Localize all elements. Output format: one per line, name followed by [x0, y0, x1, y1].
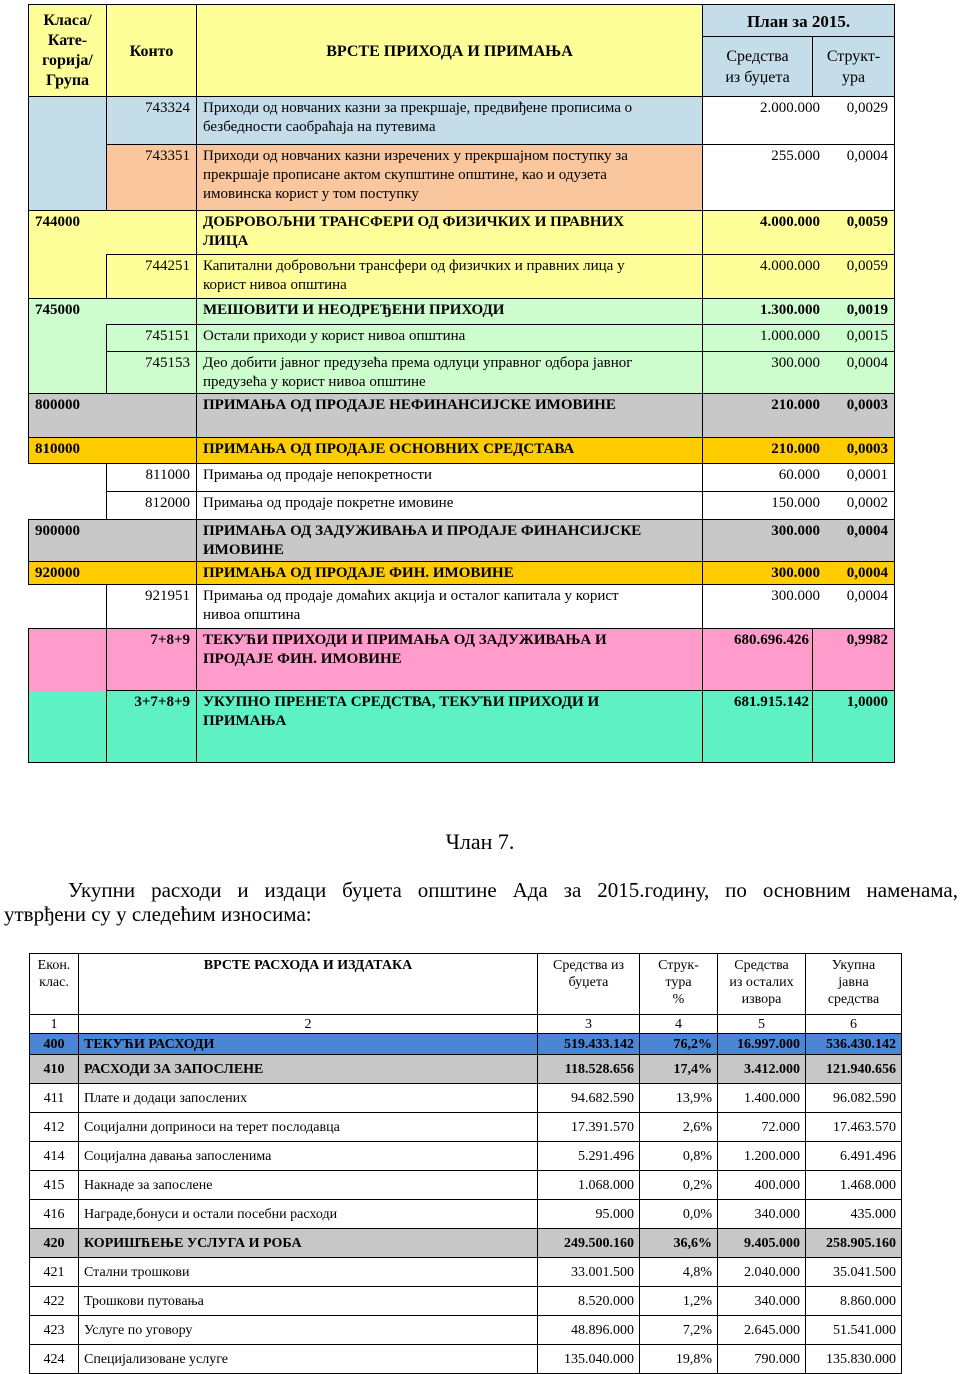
structure-percent: 7,2%	[640, 1316, 718, 1345]
account-code: 422	[30, 1287, 79, 1316]
total-amount: 121.940.656	[806, 1055, 902, 1084]
table-row	[30, 1345, 902, 1374]
total-amount: 536.430.142	[806, 1034, 902, 1055]
expense-name: Социјална давања запосленима	[79, 1142, 538, 1171]
expense-name: Социјални доприноси на терет послодавца	[79, 1113, 538, 1142]
article-paragraph: Укупни расходи и издаци буџета општине Ада за 2015.годину, по основним наменама, утврђени су у следећим износима:	[4, 878, 958, 926]
table-row: 921951 Примања од продаје домаћих акција и осталог капитала у корист нивоа општина 300.000 0,0004	[29, 585, 895, 629]
expense-name: Накнаде за запослене	[79, 1171, 538, 1200]
table-row: 811000 Примања од продаје непокретности 60.000 0,0001	[29, 464, 895, 492]
structure-header: Структ- ура	[813, 37, 895, 97]
other-sources-amount: 9.405.000	[718, 1229, 806, 1258]
budget-amount: 135.040.000	[538, 1345, 640, 1374]
structure-percent: 1,2%	[640, 1287, 718, 1316]
table-row	[30, 1287, 902, 1316]
structure-percent: 0,0%	[640, 1200, 718, 1229]
budget-amount: 249.500.160	[538, 1229, 640, 1258]
table-row: 900000 ПРИМАЊА ОД ЗАДУЖИВАЊА И ПРОДАЈЕ ФИНАНСИЈСКЕ ИМОВИНЕ 300.000 0,0004	[29, 520, 895, 562]
table-row: 920000 ПРИМАЊА ОД ПРОДАЈЕ ФИН. ИМОВИНЕ 300.000 0,0004	[29, 562, 895, 585]
expense-name: ТЕКУЋИ РАСХОДИ	[79, 1034, 538, 1055]
table-row: 745000 МЕШОВИТИ И НЕОДРЕЂЕНИ ПРИХОДИ 1.300.000 0,0019	[29, 299, 895, 325]
budget-amount: 5.291.496	[538, 1142, 640, 1171]
expense-name: Награде,бонуси и остали посебни расходи	[79, 1200, 538, 1229]
structure-percent: 13,9%	[640, 1084, 718, 1113]
account-code: 424	[30, 1345, 79, 1374]
budget-funds-header: Средства из буџета	[703, 37, 813, 97]
table-row: 812000 Примања од продаје покретне имовине 150.000 0,0002	[29, 492, 895, 520]
other-sources-amount: 1.400.000	[718, 1084, 806, 1113]
table-row: 743324 Приходи од новчаних казни за прекршаје, предвиђене прописима о безбедности саобраћаја на путевима 2.000.000 0,0029	[29, 97, 895, 145]
total-amount: 135.830.000	[806, 1345, 902, 1374]
other-sources-amount: 340.000	[718, 1287, 806, 1316]
budget-amount: 1.068.000	[538, 1171, 640, 1200]
structure-percent: 4,8%	[640, 1258, 718, 1287]
account-code: 423	[30, 1316, 79, 1345]
konto-header: Конто	[107, 5, 197, 97]
table-row	[30, 1142, 902, 1171]
table-header: Екон. клас. ВРСТЕ РАСХОДА И ИЗДАТАКА Средства из буџета Струк- тура % Средства из осталих извора Укупна јавна средства	[30, 954, 902, 1015]
structure-percent: 17,4%	[640, 1055, 718, 1084]
account-code: 421	[30, 1258, 79, 1287]
table-row	[30, 1084, 902, 1113]
table-row: 3+7+8+9 УКУПНО ПРЕНЕТА СРЕДСТВА, ТЕКУЋИ ПРИХОДИ И ПРИМАЊА 681.915.142 1,0000	[29, 691, 895, 763]
table-row	[30, 1034, 902, 1055]
budget-amount: 48.896.000	[538, 1316, 640, 1345]
expense-name: Стални трошкови	[79, 1258, 538, 1287]
total-amount: 1.468.000	[806, 1171, 902, 1200]
expense-name: Специјализоване услуге	[79, 1345, 538, 1374]
structure-percent: 36,6%	[640, 1229, 718, 1258]
total-amount: 435.000	[806, 1200, 902, 1229]
table-row: 744000 ДОБРОВОЉНИ ТРАНСФЕРИ ОД ФИЗИЧКИХ И ПРАВНИХ ЛИЦА 4.000.000 0,0059	[29, 211, 895, 255]
total-amount: 8.860.000	[806, 1287, 902, 1316]
other-sources-amount: 72.000	[718, 1113, 806, 1142]
account-code: 414	[30, 1142, 79, 1171]
table-row: 800000 ПРИМАЊА ОД ПРОДАЈЕ НЕФИНАНСИЈСКЕ ИМОВИНЕ 210.000 0,0003	[29, 394, 895, 438]
table-row	[30, 1200, 902, 1229]
other-sources-amount: 16.997.000	[718, 1034, 806, 1055]
revenue-kinds-header: ВРСТЕ ПРИХОДА И ПРИМАЊА	[197, 5, 703, 97]
table-row: 810000 ПРИМАЊА ОД ПРОДАЈЕ ОСНОВНИХ СРЕДСТАВА 210.000 0,0003	[29, 438, 895, 464]
revenue-table	[28, 4, 895, 763]
table-row	[30, 1258, 902, 1287]
table-row: 7+8+9 ТЕКУЋИ ПРИХОДИ И ПРИМАЊА ОД ЗАДУЖИВАЊА И ПРОДАЈЕ ФИН. ИМОВИНЕ 680.696.426 0,9982	[29, 629, 895, 691]
table-row	[30, 1229, 902, 1258]
account-code: 415	[30, 1171, 79, 1200]
expense-name: РАСХОДИ ЗА ЗАПОСЛЕНЕ	[79, 1055, 538, 1084]
table-row	[30, 1316, 902, 1345]
article-heading: Члан 7.	[445, 829, 515, 854]
budget-amount: 8.520.000	[538, 1287, 640, 1316]
column-numbers: 1 2 3 4 5 6	[30, 1015, 902, 1034]
expense-name: КОРИШЋЕЊЕ УСЛУГА И РОБА	[79, 1229, 538, 1258]
structure-percent: 0,8%	[640, 1142, 718, 1171]
account-code: 410	[30, 1055, 79, 1084]
budget-amount: 519.433.142	[538, 1034, 640, 1055]
table-row: 745153 Део добити јавног предузећа према одлуци управног одбора јавног предузећа у корист нивоа општине 300.000 0,0004	[29, 352, 895, 394]
total-amount: 258.905.160	[806, 1229, 902, 1258]
other-sources-amount: 1.200.000	[718, 1142, 806, 1171]
other-sources-amount: 790.000	[718, 1345, 806, 1374]
budget-amount: 94.682.590	[538, 1084, 640, 1113]
other-sources-amount: 400.000	[718, 1171, 806, 1200]
plan-header: План за 2015.	[703, 5, 895, 37]
other-sources-amount: 340.000	[718, 1200, 806, 1229]
expense-name: Плате и додаци запослених	[79, 1084, 538, 1113]
budget-amount: 118.528.656	[538, 1055, 640, 1084]
table-row: 744251 Капитални добровољни трансфери од физичких и правних лица у корист нивоа општина 4.000.000 0,0059	[29, 255, 895, 299]
structure-percent: 76,2%	[640, 1034, 718, 1055]
table-row: 745151 Остали приходи у корист нивоа општина 1.000.000 0,0015	[29, 325, 895, 352]
account-code: 416	[30, 1200, 79, 1229]
total-amount: 35.041.500	[806, 1258, 902, 1287]
total-amount: 51.541.000	[806, 1316, 902, 1345]
expense-name: Трошкови путовања	[79, 1287, 538, 1316]
table-row: 743351 Приходи од новчаних казни изречених у прекршајном поступку за прекршаје прописане актом скупштине општине, као и одузета имовинска корист у том поступку 255.000 0,0004	[29, 145, 895, 211]
expense-name: Услуге по уговору	[79, 1316, 538, 1345]
account-code: 411	[30, 1084, 79, 1113]
total-amount: 96.082.590	[806, 1084, 902, 1113]
account-code: 400	[30, 1034, 79, 1055]
budget-amount: 17.391.570	[538, 1113, 640, 1142]
expenditure-table	[29, 953, 902, 1374]
account-code: 420	[30, 1229, 79, 1258]
other-sources-amount: 2.040.000	[718, 1258, 806, 1287]
account-code: 412	[30, 1113, 79, 1142]
table-row	[30, 1055, 902, 1084]
other-sources-amount: 3.412.000	[718, 1055, 806, 1084]
structure-percent: 2,6%	[640, 1113, 718, 1142]
table-row	[30, 1113, 902, 1142]
budget-amount: 33.001.500	[538, 1258, 640, 1287]
structure-percent: 19,8%	[640, 1345, 718, 1374]
total-amount: 17.463.570	[806, 1113, 902, 1142]
class-category-group-header: Класа/ Кате- горија/ Група	[29, 5, 107, 97]
budget-amount: 95.000	[538, 1200, 640, 1229]
total-amount: 6.491.496	[806, 1142, 902, 1171]
other-sources-amount: 2.645.000	[718, 1316, 806, 1345]
structure-percent: 0,2%	[640, 1171, 718, 1200]
table-row	[30, 1171, 902, 1200]
